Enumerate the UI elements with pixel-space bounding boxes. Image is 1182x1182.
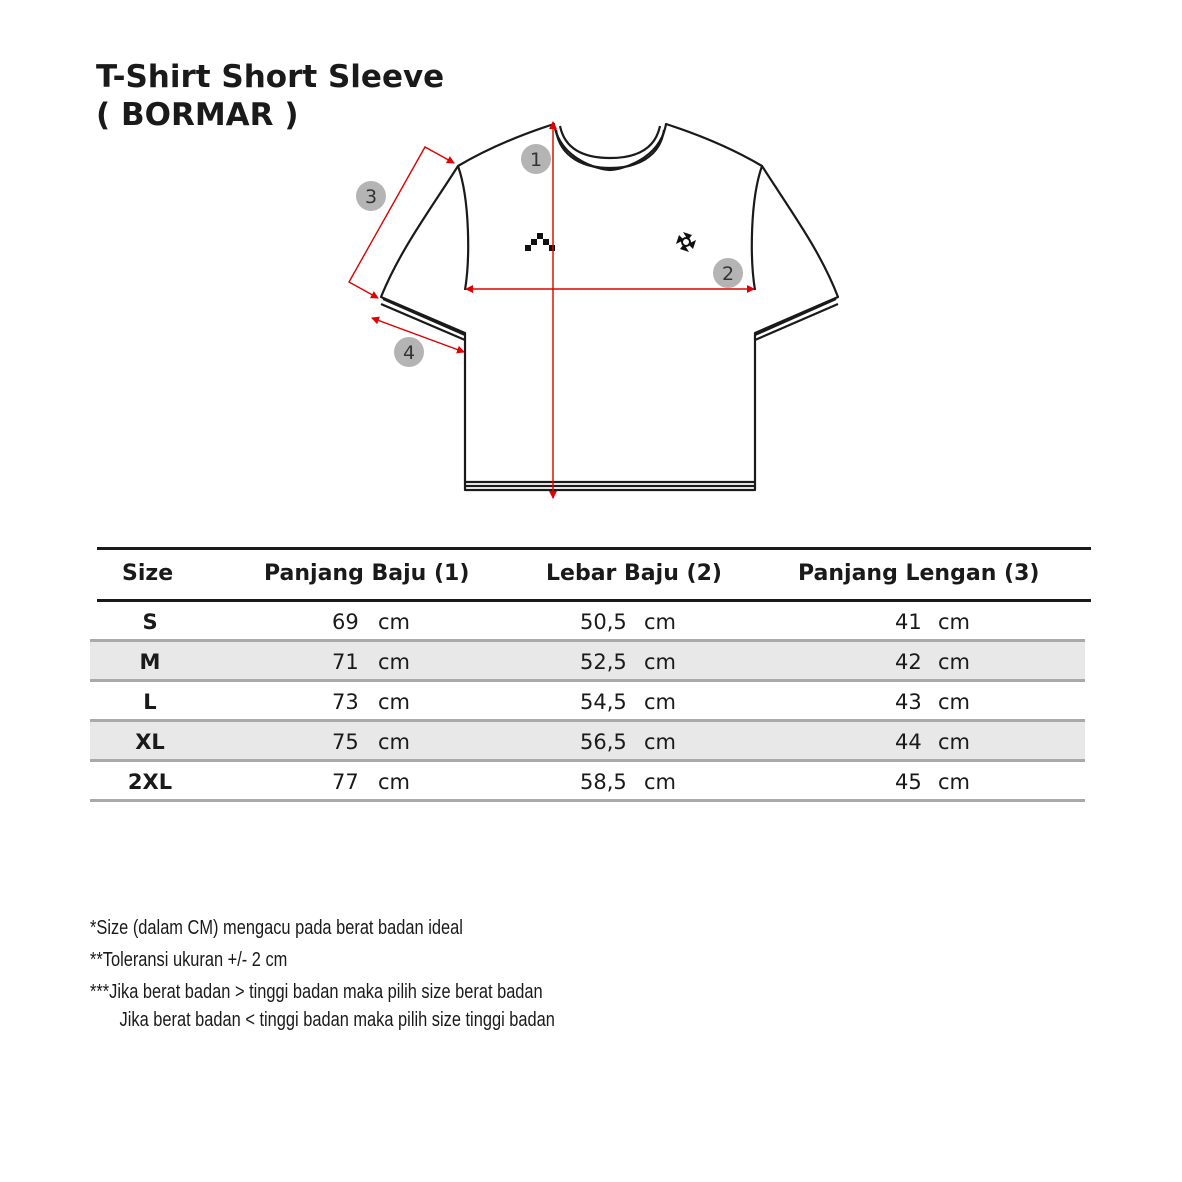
cell-unit: cm bbox=[938, 690, 971, 714]
marker-1 bbox=[521, 144, 551, 174]
svg-text:2: 2 bbox=[721, 263, 735, 285]
note-3: ***Jika berat badan > tinggi badan maka pilih size berat badan bbox=[90, 981, 543, 1003]
table-row bbox=[90, 762, 1085, 802]
svg-text:1: 1 bbox=[529, 149, 543, 171]
marker-4 bbox=[394, 337, 424, 367]
cell-sleeve: 43 bbox=[895, 690, 922, 714]
tshirt-outline bbox=[381, 124, 838, 490]
note-4: Jika berat badan < tinggi badan maka pilih size tinggi badan bbox=[119, 1009, 555, 1031]
cell-unit: cm bbox=[938, 770, 971, 794]
cell-unit: cm bbox=[644, 610, 677, 634]
cell-size: S bbox=[142, 610, 158, 634]
size-notes bbox=[90, 912, 555, 1036]
cell-sleeve: 41 bbox=[895, 610, 922, 634]
note-1: *Size (dalam CM) mengacu pada berat badan ideal bbox=[90, 917, 463, 939]
cell-length: 77 bbox=[332, 770, 359, 794]
cell-unit: cm bbox=[644, 730, 677, 754]
cell-unit: cm bbox=[938, 610, 971, 634]
cell-unit: cm bbox=[644, 770, 677, 794]
marker-3 bbox=[356, 181, 386, 211]
cell-width: 56,5 bbox=[580, 730, 627, 754]
cell-sleeve: 42 bbox=[895, 650, 922, 674]
cell-sleeve: 44 bbox=[895, 730, 922, 754]
svg-text:3: 3 bbox=[364, 186, 378, 208]
cell-unit: cm bbox=[644, 650, 677, 674]
header-length: Panjang Baju (1) bbox=[264, 561, 470, 586]
cell-size: XL bbox=[135, 730, 165, 754]
cell-unit: cm bbox=[378, 690, 411, 714]
header-width: Lebar Baju (2) bbox=[546, 561, 722, 586]
table-row bbox=[90, 722, 1085, 762]
cell-unit: cm bbox=[938, 650, 971, 674]
cell-width: 54,5 bbox=[580, 690, 627, 714]
cell-unit: cm bbox=[938, 730, 971, 754]
chest-logo-right bbox=[676, 232, 696, 252]
cell-width: 58,5 bbox=[580, 770, 627, 794]
cell-unit: cm bbox=[378, 770, 411, 794]
title-line-2: ( BORMAR ) bbox=[96, 97, 299, 133]
cell-length: 73 bbox=[332, 690, 359, 714]
cell-unit: cm bbox=[378, 730, 411, 754]
cell-length: 71 bbox=[332, 650, 359, 674]
cell-unit: cm bbox=[378, 610, 411, 634]
table-row bbox=[90, 602, 1085, 642]
svg-text:4: 4 bbox=[402, 342, 416, 364]
cell-size: 2XL bbox=[127, 770, 173, 794]
cell-width: 50,5 bbox=[580, 610, 627, 634]
marker-2 bbox=[713, 258, 743, 288]
table-row bbox=[90, 682, 1085, 722]
cell-width: 52,5 bbox=[580, 650, 627, 674]
right-sleeve-seam bbox=[752, 166, 762, 290]
cell-sleeve: 45 bbox=[895, 770, 922, 794]
cell-length: 69 bbox=[332, 610, 359, 634]
cell-size: M bbox=[139, 650, 161, 674]
collar-rib bbox=[560, 126, 660, 158]
chest-logo-left bbox=[525, 233, 555, 251]
tshirt-diagram bbox=[0, 0, 1182, 520]
table-row bbox=[90, 642, 1085, 682]
cell-unit: cm bbox=[378, 650, 411, 674]
left-sleeve-seam bbox=[458, 166, 468, 290]
cell-length: 75 bbox=[332, 730, 359, 754]
header-size: Size bbox=[122, 561, 174, 586]
measure-line-3 bbox=[349, 147, 454, 298]
note-2: **Toleransi ukuran +/- 2 cm bbox=[90, 949, 288, 971]
title-line-1: T-Shirt Short Sleeve bbox=[96, 59, 445, 95]
cell-size: L bbox=[143, 690, 157, 714]
cell-unit: cm bbox=[644, 690, 677, 714]
tshirt-body-outline bbox=[381, 124, 838, 490]
header-sleeve: Panjang Lengan (3) bbox=[798, 561, 1040, 586]
